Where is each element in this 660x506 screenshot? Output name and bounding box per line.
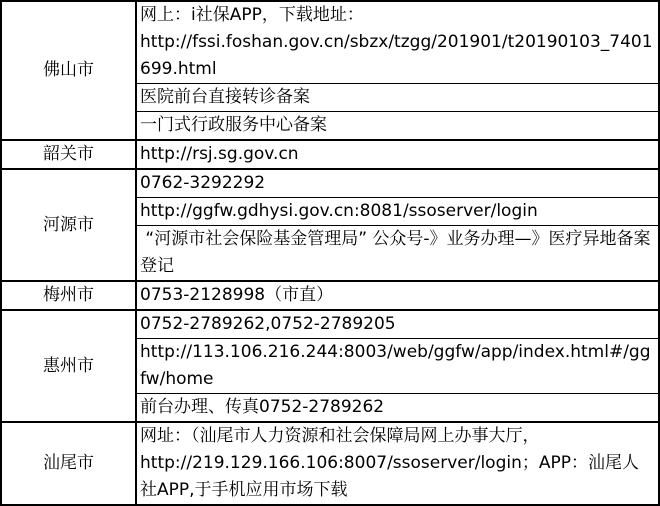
entry-cell-shaoguan-url: http://rsj.sg.gov.cn [136, 140, 659, 169]
entry-cell-foshan-online: 网上：i社保APP，下载地址：http://fssi.foshan.gov.cn/sbzx/tzgg/201901/t20190103_7401699.html [136, 1, 659, 84]
table-row [1, 310, 659, 339]
entry-cell-meizhou-phone: 0753-2128998（市直） [136, 281, 659, 310]
city-cell-heyuan: 河源市 [1, 169, 136, 281]
entry-cell-huizhou-url: http://113.106.216.244:8003/web/ggfw/app/index.html#/ggfw/home [136, 339, 659, 394]
entry-cell-foshan-service-center: 一门式行政服务中心备案 [136, 112, 659, 141]
table-row [1, 140, 659, 169]
city-cell-huizhou: 惠州市 [1, 310, 136, 422]
entry-cell-heyuan-url: http://ggfw.gdhysi.gov.cn:8081/ssoserver/login [136, 198, 659, 226]
entry-cell-foshan-hospital-desk: 医院前台直接转诊备案 [136, 84, 659, 112]
city-cell-meizhou: 梅州市 [1, 281, 136, 310]
entry-cell-huizhou-frontdesk-fax: 前台办理、传真0752-2789262 [136, 394, 659, 423]
table-row [1, 422, 659, 505]
city-cell-shaoguan: 韶关市 [1, 140, 136, 169]
table-row [1, 1, 659, 84]
table-row [1, 169, 659, 198]
city-cell-foshan: 佛山市 [1, 1, 136, 140]
entry-cell-heyuan-phone: 0762-3292292 [136, 169, 659, 198]
entry-cell-heyuan-wechat: “河源市社会保险基金管理局” 公众号-》业务办理—》医疗异地备案登记 [136, 226, 659, 282]
city-cell-shanwei: 汕尾市 [1, 422, 136, 505]
entry-cell-shanwei-online: 网址：（汕尾市人力资源和社会保障局网上办事大厅，http://219.129.166.106:8007/ssoserver/login；APP：汕尾人社APP,于手机应用市场下载 [136, 422, 659, 505]
table-row [1, 281, 659, 310]
entry-cell-huizhou-phones: 0752-2789262,0752-2789205 [136, 310, 659, 339]
